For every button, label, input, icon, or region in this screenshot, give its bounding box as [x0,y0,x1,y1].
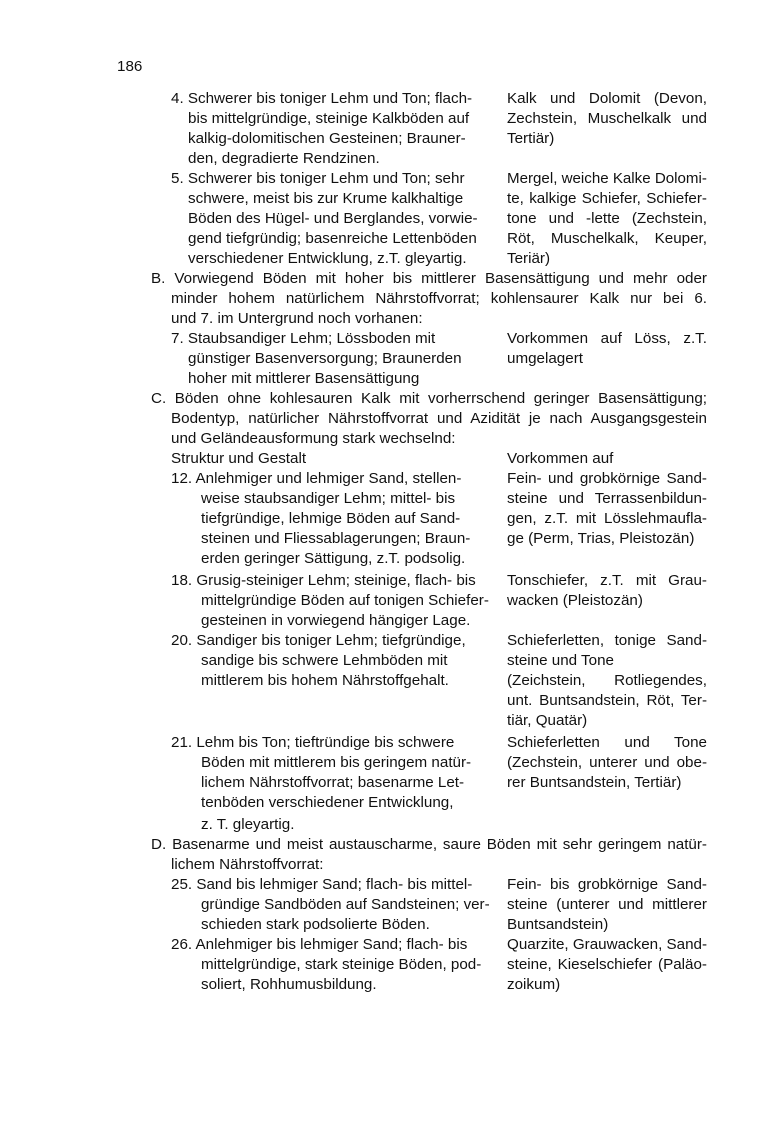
entry-text-line: 5. Schwerer bis toniger Lehm und Ton; sehr [171,170,465,187]
entry-text-line: 25. Sand bis lehmiger Sand; flach- bis mittel- [171,876,473,893]
occurrence-text-line: Mergel, weiche Kalke Dolomi- [507,170,707,187]
entry-text-line: mittlerem bis hohem Nährstoffgehalt. [201,672,449,689]
entry-text-line: mittelgründige, stark steinige Böden, pod- [201,956,482,973]
occurrence-text-line: (Zeichstein, Rotliegendes, [507,672,707,689]
entry-text-line: 4. Schwerer bis toniger Lehm und Ton; flach- [171,90,473,107]
occurrence-text-line: Vorkommen auf Löss, z.T. [507,330,707,347]
entry-text-line: z. T. gleyartig. [201,816,295,833]
entry-text-line: tiefgründige, lehmige Böden auf Sand- [201,510,461,527]
entry-text-line: 20. Sandiger bis toniger Lehm; tiefgründige, [171,632,466,649]
entry-text-line: schwere, meist bis zur Krume kalkhaltige [188,190,464,207]
section-text-line: Bodentyp, natürlicher Nährstoffvorrat und Azidität je nach Ausgangsgestein [171,410,707,427]
occurrence-text-line: Quarzite, Grauwacken, Sand- [507,936,708,953]
occurrence-text-line: Zechstein, Muschelkalk und [507,110,707,127]
occurrence-text-line: tone und -lette (Zechstein, [507,210,707,227]
occurrence-text-line: Buntsandstein) [507,916,609,933]
entry-text-line: verschiedener Entwicklung, z.T. gleyartig. [188,250,467,267]
occurrence-text-line: tiär, Quatär) [507,712,588,729]
page-number: 186 [117,58,143,75]
entry-text-line: 26. Anlehmiger bis lehmiger Sand; flach- bis [171,936,468,953]
occurrence-text-line: gen, z.T. mit Lösslehmaufla- [507,510,707,527]
occurrence-text-line: rer Buntsandstein, Tertiär) [507,774,682,791]
entry-text-line: steinen und Fliessablagerungen; Braun- [201,530,471,547]
occurrence-text-line: Schieferletten und Tone [507,734,707,751]
occurrence-text-line: Teriär) [507,250,551,267]
column-heading-structure: Struktur und Gestalt [171,450,307,467]
entry-text-line: gesteinen in vorwiegend hängiger Lage. [201,612,471,629]
entry-text-line: 12. Anlehmiger und lehmiger Sand, stellen- [171,470,462,487]
occurrence-text-line: zoikum) [507,976,561,993]
section-text-line: und Geländeausformung stark wechselnd: [171,430,456,447]
occurrence-text-line: Fein- und grobkörnige Sand- [507,470,707,487]
entry-text-line: tenböden verschiedener Entwicklung, [201,794,454,811]
entry-text-line: soliert, Rohhumusbildung. [201,976,377,993]
occurrence-text-line: steine und Tone [507,652,614,669]
section-text-line: B. Vorwiegend Böden mit hoher bis mittlerer Basensättigung und mehr oder [151,270,707,287]
section-text-line: C. Böden ohne kohlesauren Kalk mit vorherrschend geringer Basensättigung; [151,390,707,407]
occurrence-text-line: steine, Kieselschiefer (Paläo- [507,956,707,973]
occurrence-text-line: Kalk und Dolomit (Devon, [507,90,707,107]
occurrence-text-line: Schieferletten, tonige Sand- [507,632,707,649]
entry-text-line: günstiger Basenversorgung; Braunerden [188,350,462,367]
occurrence-text-line: Fein- bis grobkörnige Sand- [507,876,707,893]
entry-text-line: mittelgründige Böden auf tonigen Schiefer- [201,592,489,609]
entry-text-line: weise staubsandiger Lehm; mittel- bis [201,490,456,507]
occurrence-text-line: ge (Perm, Trias, Pleistozän) [507,530,695,547]
section-text-line: minder hohem natürlichem Nährstoffvorrat; kohlensaurer Kalk nur bei 6. [171,290,707,307]
entry-text-line: den, degradierte Rendzinen. [188,150,380,167]
entry-text-line: erden geringer Sättigung, z.T. podsolig. [201,550,466,567]
entry-text-line: gend tiefgründig; basenreiche Lettenböden [188,230,477,247]
entry-text-line: kalkig-dolomitischen Gesteinen; Brauner- [188,130,466,147]
entry-text-line: 21. Lehm bis Ton; tieftründige bis schwere [171,734,455,751]
entry-text-line: gründige Sandböden auf Sandsteinen; ver- [201,896,490,913]
entry-text-line: Böden des Hügel- und Berglandes, vorwie- [188,210,478,227]
entry-text-line: 7. Staubsandiger Lehm; Lössboden mit [171,330,436,347]
occurrence-text-line: wacken (Pleistozän) [507,592,643,609]
section-text-line: und 7. im Untergrund noch vorhanen: [171,310,423,327]
occurrence-text-line: Tertiär) [507,130,555,147]
entry-text-line: sandige bis schwere Lehmböden mit [201,652,448,669]
section-text-line: lichem Nährstoffvorrat: [171,856,324,873]
occurrence-text-line: Tonschiefer, z.T. mit Grau- [507,572,707,589]
entry-text-line: bis mittelgründige, steinige Kalkböden auf [188,110,470,127]
entry-text-line: Böden mit mittlerem bis geringem natür- [201,754,472,771]
column-heading-occurrence: Vorkommen auf [507,450,614,467]
occurrence-text-line: te, kalkige Schiefer, Schiefer- [507,190,707,207]
occurrence-text-line: (Zechstein, unterer und obe- [507,754,707,771]
occurrence-text-line: steine und Terrassenbildun- [507,490,707,507]
entry-text-line: schieden stark podsolierte Böden. [201,916,430,933]
entry-text-line: hoher mit mittlerer Basensättigung [188,370,420,387]
entry-text-line: 18. Grusig-steiniger Lehm; steinige, flach- bis [171,572,476,589]
occurrence-text-line: Röt, Muschelkalk, Keuper, [507,230,707,247]
entry-text-line: lichem Nährstoffvorrat; basenarme Let- [201,774,465,791]
occurrence-text-line: steine (unterer und mittlerer [507,896,707,913]
section-text-line: D. Basenarme und meist austauscharme, saure Böden mit sehr geringem natür- [151,836,707,853]
occurrence-text-line: umgelagert [507,350,583,367]
occurrence-text-line: unt. Buntsandstein, Röt, Ter- [507,692,707,709]
